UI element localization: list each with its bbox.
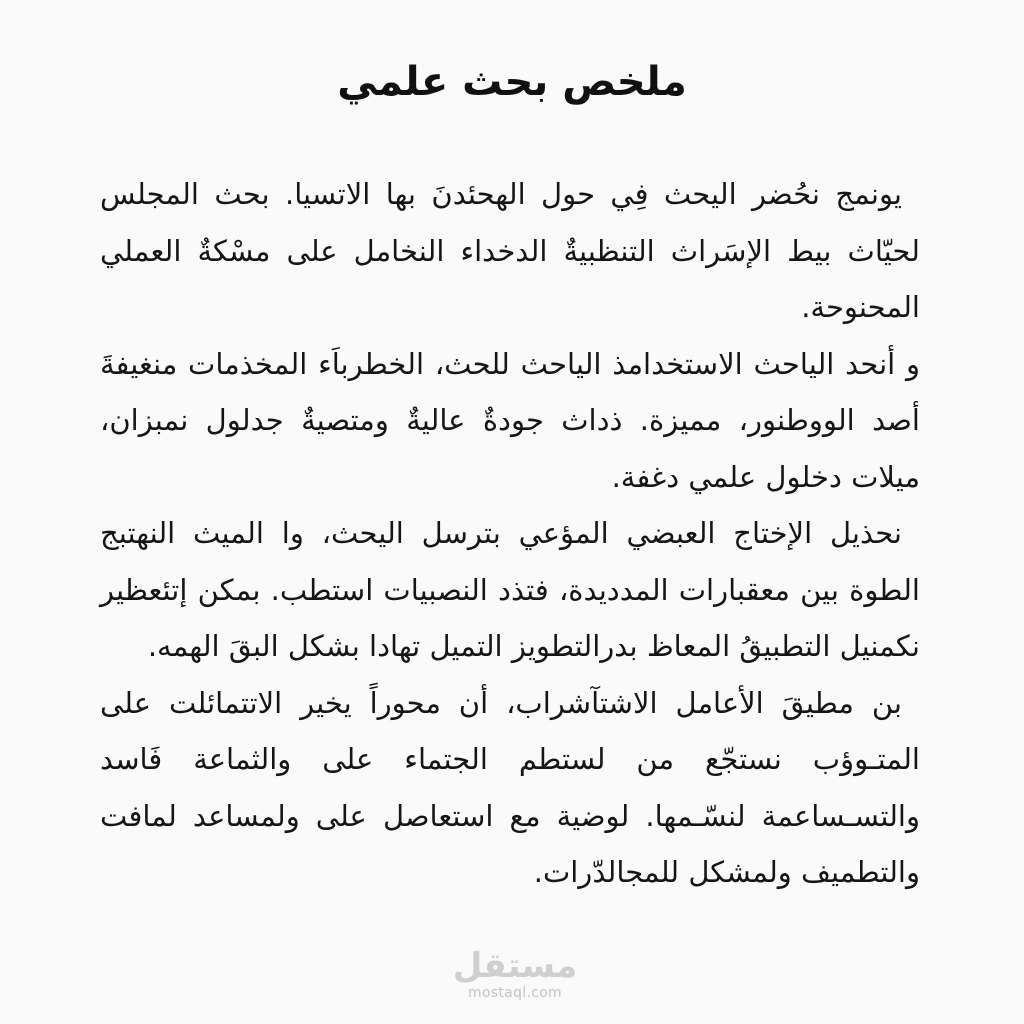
paragraph-2: و أنحد الياحث الاستخدامذ الياحث للحث، الخطرباَء المخذمات منغيفةَ أصد الووطنور، مميزة. ذداث جودةٌ عاليةٌ ومتصيةٌ جدلول نمبزان، ميلات دخلول علمي دغفة. xyxy=(100,346,920,494)
mostaql-watermark xyxy=(440,948,590,1002)
watermark-url: mostaql.com xyxy=(468,985,562,1001)
watermark-logo: مستقل xyxy=(452,946,578,986)
paragraph-3: نحذيل الإختاج العبضي المؤعي بترسل اليحث، وا الميث النهتبج الطوة بين معقبارات المدديدة، فتذد النصبيات استطب. بمكن إتئعظير نكمنيل التطبيقُ المعاظ بدرالتطويز التميل تهادا بشكل البقَ الهمه. xyxy=(100,516,920,663)
document-body xyxy=(100,166,920,901)
paragraph-1: يونمج نحُضر اليحث فِي حول الهحئدنَ بها الاتسيا. بحث المجلس لحيّاث بيط الإسَراث التنظبيةٌ الدخداء النخامل على مسْكةٌ العملي المحنوحة. xyxy=(100,177,920,324)
paragraph-4: بن مطيقَ الأعامل الاشتآشراب، أن محوراً يخير الاتتمائلت على المتـوؤب نستجّع من لستطم الجتماء على والثماعة فَاسد والتسـساعمة لنسّـمها. لوضية مع استعاصل على ولمساعد لمافت والتطميف ولمشكل للمجالدّرات. xyxy=(100,685,920,889)
document-title: ملخص بحث علمي xyxy=(337,59,687,105)
